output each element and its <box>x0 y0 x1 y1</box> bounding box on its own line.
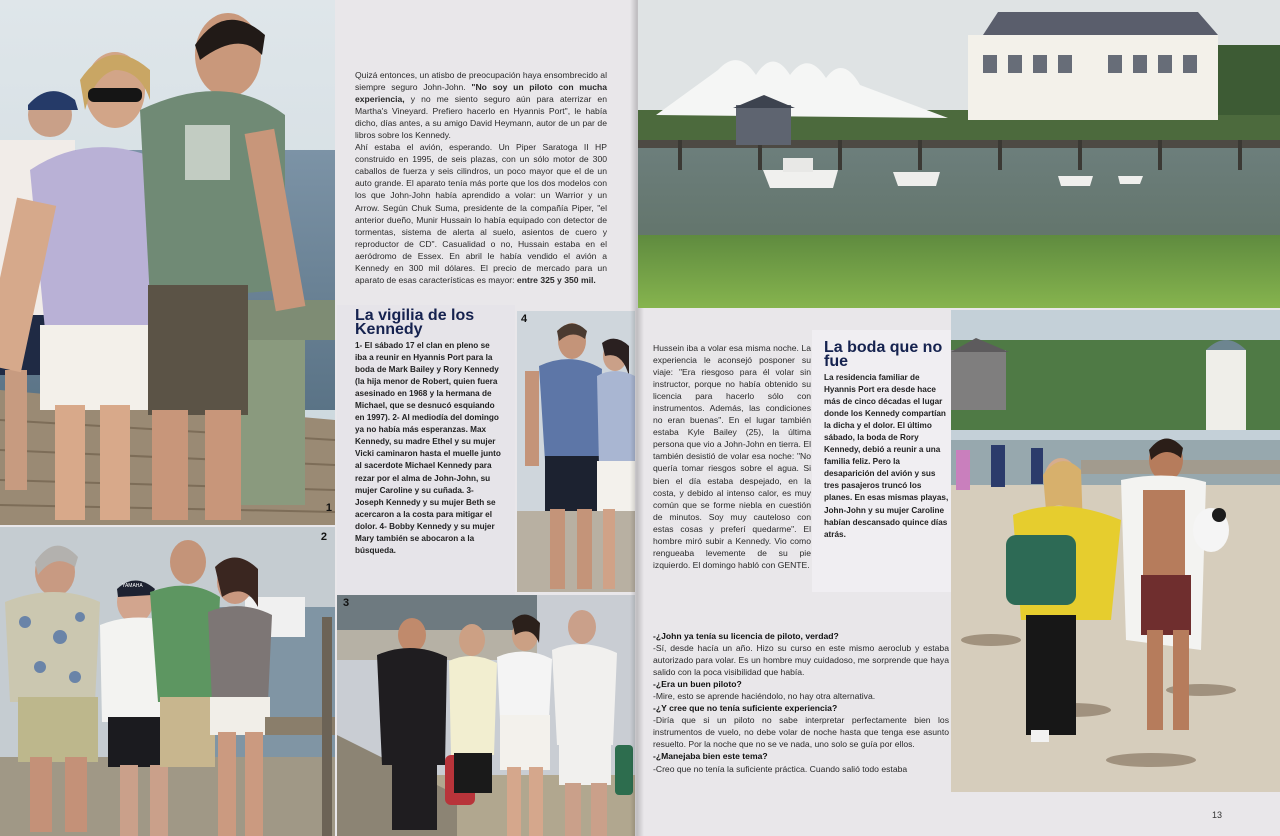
cap-logo-text: YAMAHA <box>122 583 143 589</box>
interview-question: -¿Manejaba bien este tema? <box>653 751 768 762</box>
interview-answer: -Diría que si un piloto no sabe interpretar perfectamente bien los instrumentos de vuelo, no debe volar de noche hasta que tenga ese asunto resuelto. Por la noche que no se ve nada, uno solo se guía por ellos. <box>653 715 949 750</box>
interview-question: -¿John ya tenía su licencia de piloto, verdad? <box>653 631 839 641</box>
photo-hyannis-compound <box>638 0 1280 308</box>
photo-number-2: 2 <box>320 531 327 543</box>
intro-bold-segment: entre 325 y 350 mil. <box>516 274 596 285</box>
photo-3-group-dock <box>337 595 635 836</box>
photo-4-couple-walking <box>517 311 635 592</box>
intro-text-segment: Quizá entonces, un atisbo de preocupación haya ensombrecido al siempre seguro John-John. <box>355 70 607 93</box>
interview-answer: -Sí, desde hacía un año. Hizo su curso en este mismo aeroclub y estaba autorizado para volar. Es un hombre muy cuidadoso, me sorprende que haya salido con la poca visibilidad que había. <box>653 643 949 678</box>
photo-1-couple-dock <box>0 0 335 525</box>
interview-question: -¿Y cree que no tenía suficiente experiencia? <box>653 703 838 714</box>
interview-question: -¿Era un buen piloto? <box>653 679 742 690</box>
photo-2-family-pier <box>0 527 335 836</box>
intro-text-segment: y no me siento seguro aún para aterrizar en Martha's Vineyard. Prefiero hacerlo en Hyannis Port", le había dicho, días antes, a su amigo David Heymann, autor de un par de libros sobre los Kennedy. <box>355 94 607 141</box>
intro-paragraph-1 <box>355 69 607 141</box>
intro-text-segment: Ahí estaba el avión, esperando. Un Piper Saratoga II HP construido en 1995, de seis plazas, con un sólo motor de 300 caballos de fuerza y seis cilindros, un poco mayor que el de un auto grande. El aparato tenía más porte que los dos modelos con los que John-John había aprendido a volar: un Warrior y un Arrow. Según Chuk Suma, presidente de la compañía Piper, "el anterior dueño, Munir Hussain lo había equipado con detector de tormentas, sistema de alerta al suelo, asientos de cuero y reproductor de CD". Casualidad o no, Hussain estaba en el aeródromo de Essex. En abril le había vendido el avión a Kennedy en 300 mil dólares. El precio de mercado para un aparato de esas características es mayor: <box>355 142 607 285</box>
photo-number-1: 1 <box>325 502 332 514</box>
photo-couple-beach <box>951 310 1280 792</box>
sidebar-vigilia-text: 1- El sábado 17 el clan en pleno se iba a reunir en Hyannis Port para la boda de Mark Bailey y Rory Kennedy (la hija menor de Robert, quien fuera asesinado en 1968 y la hermana de Michael, que se desnucó esquiando en 1997). 2- Al mediodía del domingo ya no había más esperanzas. Max Kennedy, su madre Ethel y su mujer Vicki caminaron hasta el muelle junto al sacerdote Michael Kennedy para rezar por el alma de John-John, su mujer Caroline y su cuñada. 3- Joseph Kennedy y su mujer Beth se acercaron a la costa para mitigar el dolor. 4- Bobby Kennedy y su mujer Mary también se abocaron a la búsqueda. <box>355 341 501 555</box>
right-column-text: Hussein iba a volar esa misma noche. La experiencia le aconsejó posponer su viaje: "Era riesgoso para él volar sin instructor, porque no había obtenido su licencia para hacerlo sólo con instrumentos. Además, las condiciones no eran buenas". En el lugar también estaba Kyle Bailey (25), la última persona que vio a John-John en tierra. El también desistió de volar esa noche: "No quería tomar riesgos sobre el agua. Si bien el día estaba despejado, en la costa, y debido al intenso calor, es muy común que se forme niebla en cuestión de minutos. Soy muy cauteloso con estas cosas y preferí quedarme". El hombre miró subir a Kennedy. Vio como rengueaba levemente de su pie izquierdo. El domingo habló con GENTE. <box>653 343 811 570</box>
sidebar-vigilia-title: La vigilia de los Kennedy <box>355 307 475 338</box>
interview-qa <box>653 630 949 775</box>
boda-box <box>812 330 952 592</box>
intro-bold-segment: "No soy un piloto con mucha experiencia, <box>355 82 607 105</box>
intro-article-text <box>355 69 607 286</box>
boda-box-text: La residencia familiar de Hyannis Port era desde hace más de cinco décadas el lugar donde los Kennedy compartían la dicha y el dolor. El último sábado, la boda de Rory Kennedy, debió a reunir a una familia feliz. Pero la desaparición del avión y sus tres pasajeros truncó los planes. En esas mismas playas, John-John y su mujer Caroline habían descansado quince días atrás. <box>824 373 949 539</box>
interview-answer: -Mire, esto se aprende haciéndolo, no hay otra alternativa. <box>653 691 876 702</box>
page-number: 13 <box>1212 810 1223 820</box>
sidebar-vigilia-box <box>337 305 515 595</box>
interview-answer: -Creo que no tenía la suficiente práctica. Cuando salió todo estaba <box>653 763 908 774</box>
boda-box-title: La boda que no fue <box>824 339 943 370</box>
photo-number-3: 3 <box>343 597 350 609</box>
photo-number-4: 4 <box>521 313 528 325</box>
intro-paragraph-2 <box>355 141 607 286</box>
